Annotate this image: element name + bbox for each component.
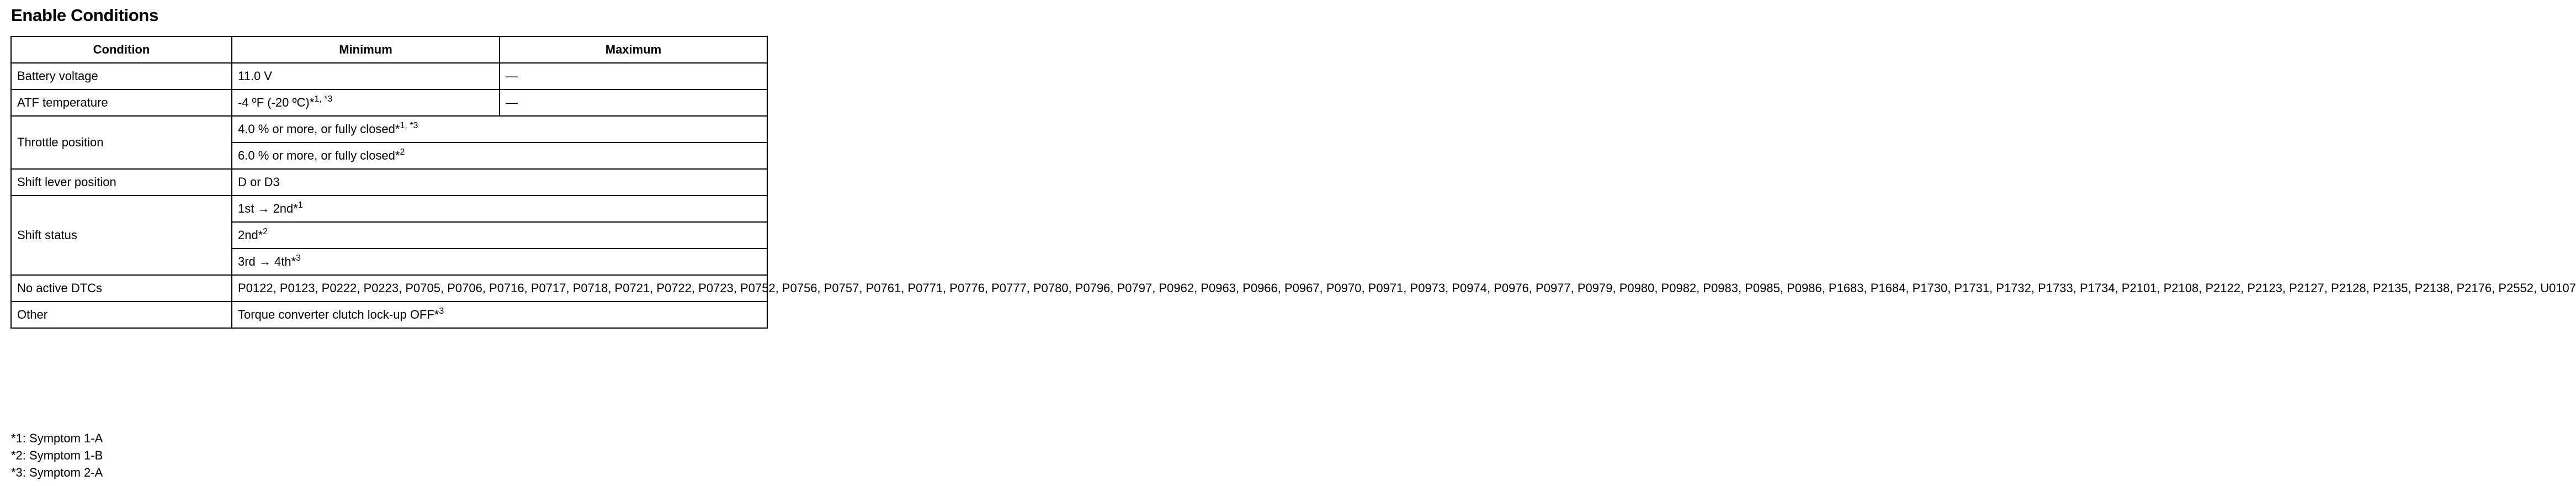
shift-v2-footnote-ref: 2	[263, 227, 268, 236]
atf-temperature-label: ATF temperature	[11, 89, 232, 116]
battery-voltage-max: —	[500, 63, 767, 89]
table-row	[11, 275, 767, 302]
table-row	[11, 63, 767, 89]
atf-min-text: -4 ºF (-20 ºC)*	[238, 96, 315, 109]
shift-v3-footnote-ref: 3	[296, 253, 301, 263]
battery-voltage-label: Battery voltage	[11, 63, 232, 89]
shift-v1-text: 1st → 2nd*	[238, 202, 298, 215]
shift-status-value-3	[232, 249, 767, 275]
throttle-v2-text: 6.0 % or more, or fully closed*	[238, 149, 400, 162]
header-maximum: Maximum	[500, 36, 767, 63]
throttle-v2-footnote-ref: 2	[400, 147, 405, 157]
footnote-3: *3: Symptom 2-A	[11, 466, 103, 479]
page-title: Enable Conditions	[11, 6, 159, 25]
atf-min-footnote-ref: 1, *3	[314, 94, 333, 104]
table-row	[11, 89, 767, 116]
shift-lever-label: Shift lever position	[11, 169, 232, 196]
footnote-2: *2: Symptom 1-B	[11, 448, 103, 462]
other-label: Other	[11, 302, 232, 328]
no-active-dtcs-label: No active DTCs	[11, 275, 232, 302]
throttle-position-label: Throttle position	[11, 116, 232, 169]
table-row	[11, 196, 767, 222]
enable-conditions-table	[10, 36, 2576, 329]
table-header-row	[11, 36, 767, 63]
other-footnote-ref: 3	[439, 307, 444, 316]
throttle-v1-footnote-ref: 1, *3	[400, 121, 418, 130]
throttle-position-value-1	[232, 116, 767, 142]
throttle-position-value-2	[232, 142, 767, 169]
shift-status-value-2	[232, 222, 767, 249]
shift-v2-text: 2nd*	[238, 228, 263, 242]
battery-voltage-min: 11.0 V	[232, 63, 500, 89]
shift-v1-footnote-ref: 1	[298, 200, 303, 210]
shift-status-value-1	[232, 196, 767, 222]
throttle-v1-text: 4.0 % or more, or fully closed*	[238, 122, 400, 136]
table-row	[11, 302, 767, 328]
header-minimum: Minimum	[232, 36, 500, 63]
footnote-1: *1: Symptom 1-A	[11, 431, 103, 445]
table-row	[11, 169, 767, 196]
other-value-text: Torque converter clutch lock-up OFF*	[238, 308, 439, 321]
footnotes	[11, 430, 103, 481]
no-active-dtcs-value: P0122, P0123, P0222, P0223, P0705, P0706, P0716, P0717, P0718, P0721, P0722, P0723, P0752, P0756, P0757, P0761, P0771, P0776, P0777, P0780, P0796, P0797, P0962, P0963, P0966, P0967, P0970, P0971, P0973, P0974, P0976, P0977, P0979, P0980, P0982, P0983, P0985, P0986, P1683, P1684, P1730, P1731, P1732, P1733, P1734, P2101, P2108, P2122, P2123, P2127, P2128, P2135, P2138, P2176, P2552, U0107	[232, 275, 767, 302]
other-value	[232, 302, 767, 328]
table-row	[11, 116, 767, 142]
shift-status-label: Shift status	[11, 196, 232, 275]
header-condition: Condition	[11, 36, 232, 63]
atf-temperature-max: —	[500, 89, 767, 116]
shift-lever-value: D or D3	[232, 169, 767, 196]
shift-v3-text: 3rd → 4th*	[238, 255, 296, 268]
atf-temperature-min	[232, 89, 500, 116]
